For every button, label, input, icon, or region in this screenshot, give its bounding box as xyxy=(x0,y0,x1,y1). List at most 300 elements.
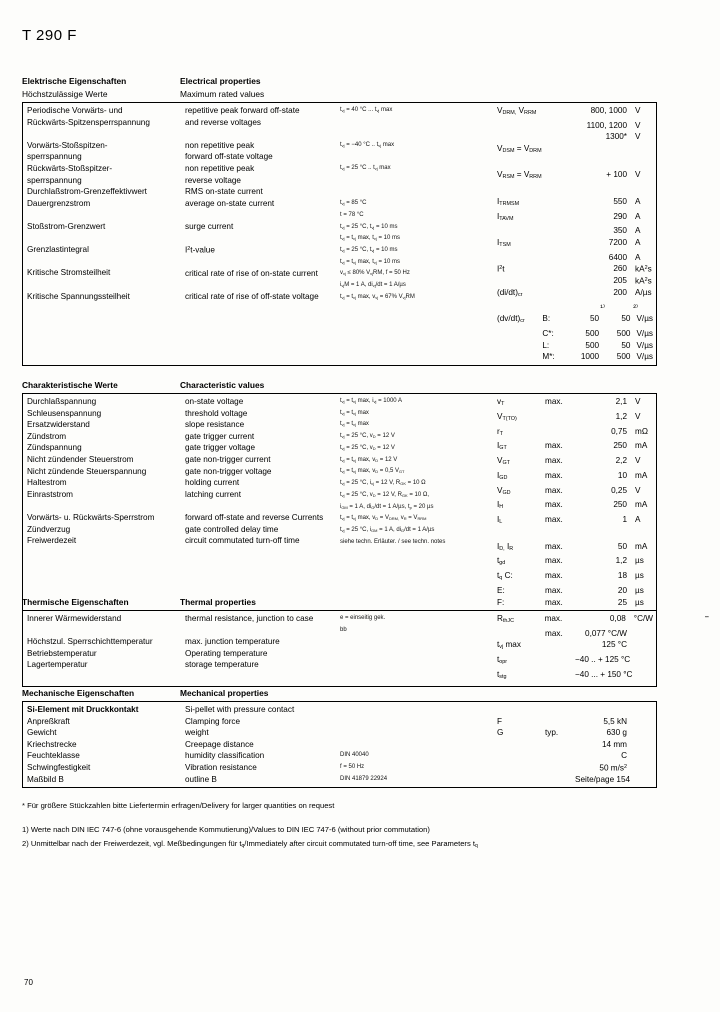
value-unit xyxy=(632,704,653,716)
section-heading xyxy=(22,688,655,701)
value-unit: A xyxy=(635,252,641,262)
value-qualifier: L: xyxy=(542,340,550,350)
value-symbol: $I_H$ xyxy=(497,500,504,511)
value-unit: V xyxy=(635,456,641,466)
value-row xyxy=(497,426,653,441)
property-line: Anpreßkraft xyxy=(27,716,70,726)
value-row xyxy=(497,529,653,541)
value-symbol xyxy=(497,340,542,352)
footnote: 2) Unmittelbar nach der Freiwerdezeit, vgl. Meßbedingungen für $t_q$/Immediately after circuit commutated turn-off time, see Parameters $t_q$ xyxy=(22,839,478,850)
value-number: 260 xyxy=(613,264,627,274)
value-row xyxy=(497,237,653,252)
value-number-2: 50 xyxy=(621,340,631,350)
value-qualifier xyxy=(545,225,575,237)
table-row xyxy=(23,394,657,611)
value-row xyxy=(497,470,653,485)
value-symbol xyxy=(497,184,545,196)
value-number: 7200 xyxy=(608,237,627,247)
value-unit xyxy=(632,762,653,774)
property-line xyxy=(340,175,490,187)
property-line: sperrspannung xyxy=(27,175,82,185)
property-line: Betriebstemperatur xyxy=(27,648,97,658)
property-line xyxy=(27,500,178,512)
property-line xyxy=(27,256,178,268)
property-line xyxy=(185,625,333,637)
property-line: latching current xyxy=(185,489,241,499)
property-line: Innerer Wärmewiderstand xyxy=(27,614,122,623)
value-row xyxy=(497,541,653,556)
value-row xyxy=(497,287,653,302)
section-heading xyxy=(22,76,655,89)
property-line xyxy=(340,152,490,164)
value-row xyxy=(497,762,653,774)
property-line: Grenzlastintegral xyxy=(27,245,89,255)
property-line: Creepage distance xyxy=(185,739,254,749)
value-qualifier xyxy=(545,669,575,684)
value-row xyxy=(497,499,653,514)
section-heading-de: Elektrische Eigenschaften xyxy=(22,76,127,86)
property-line: $t_{vj} = 25$ °C .. $t_{vj}$ max xyxy=(340,165,391,172)
value-symbol: $V_{DSM} = V_{DRM}$ xyxy=(497,143,542,155)
value-row xyxy=(497,514,653,529)
value-symbol: $I_{GT}$ xyxy=(497,441,507,452)
value-unit: V xyxy=(635,397,641,406)
value-row xyxy=(497,396,653,411)
value-row xyxy=(497,570,653,585)
value-qualifier xyxy=(545,158,575,170)
value-symbol: $t_{stg}$ xyxy=(497,669,507,681)
column-english xyxy=(181,394,336,611)
value-unit: A/µs xyxy=(635,287,652,297)
property-line: Maßbild B xyxy=(27,774,64,784)
value-qualifier xyxy=(545,275,575,287)
property-line: $t_{vj} = t_{vj}$ max, $v_D = 12$ V xyxy=(340,456,398,463)
value-qualifier: max. xyxy=(545,485,563,495)
column-conditions xyxy=(336,394,493,611)
property-line: Nicht zündende Steuerspannung xyxy=(27,466,147,476)
value-number xyxy=(575,704,632,716)
value-qualifier: max. xyxy=(545,470,563,480)
value-number: 14 mm xyxy=(601,739,627,749)
section-heading-de: Mechanische Eigenschaften xyxy=(22,688,135,698)
property-line: weight xyxy=(185,728,209,738)
value-number: 250 xyxy=(613,441,627,451)
value-symbol: G xyxy=(497,728,504,738)
value-row xyxy=(497,340,653,352)
property-line: $i_{GM} = 1$ A, $di_G/dt = 1$ A/µs, $t_p = 20$ µs xyxy=(340,503,434,510)
value-qualifier: max. xyxy=(545,456,563,466)
property-line: Operating temperature xyxy=(185,648,268,658)
value-unit xyxy=(632,639,653,654)
property-line: forward off-state voltage xyxy=(185,152,273,162)
value-number: 1000 xyxy=(580,352,600,362)
property-line: Vorwärts-Stoßspitzen- xyxy=(27,140,108,150)
property-line: Si-Element mit Druckkontakt xyxy=(27,705,139,714)
property-line: Lagertemperatur xyxy=(27,660,88,670)
property-line: $I^2t$-value xyxy=(185,245,215,255)
value-row xyxy=(497,654,653,669)
property-line: Schleusenspannung xyxy=(27,408,102,418)
value-row xyxy=(497,585,653,597)
value-row xyxy=(497,211,653,226)
column-english xyxy=(181,611,336,687)
property-line: bb xyxy=(340,626,347,633)
value-qualifier: max. xyxy=(545,585,563,595)
value-number-2: 500 xyxy=(616,329,631,339)
property-line: Kritische Stromsteilheit xyxy=(27,268,111,278)
value-unit xyxy=(632,669,653,684)
property-line: $t_{vj} = 85$ °C xyxy=(340,200,367,207)
value-unit xyxy=(632,654,653,669)
value-number: 50 xyxy=(617,541,627,551)
value-unit xyxy=(632,184,653,196)
value-row xyxy=(497,774,653,786)
value-row xyxy=(497,275,653,287)
value-row xyxy=(497,105,653,120)
value-number: C xyxy=(621,751,627,761)
value-number: 1100, 1200 xyxy=(586,120,627,130)
value-qualifier xyxy=(545,716,575,728)
property-line: $t_{vj} = 25$ °C, $v_D = 12$ V xyxy=(340,445,395,452)
property-line: Rückwärts-Stoßspitzer- xyxy=(27,163,113,173)
value-unit: A xyxy=(635,226,641,236)
side-mark: -- xyxy=(704,612,708,621)
value-unit: mA xyxy=(635,441,648,451)
value-row xyxy=(497,716,653,728)
value-number-2: 50 xyxy=(621,314,631,324)
value-qualifier xyxy=(545,131,575,143)
value-row xyxy=(497,328,653,340)
value-qualifier xyxy=(545,143,575,158)
property-line: Zündspannung xyxy=(27,443,82,453)
value-symbol: $R_{thJC}$ xyxy=(497,614,515,625)
value-unit xyxy=(632,727,653,739)
page-number: 70 xyxy=(24,978,33,987)
value-unit: mA xyxy=(635,500,648,510)
value-unit: µs xyxy=(635,597,644,607)
value-qualifier: max. xyxy=(545,500,563,510)
value-number: 0,08 xyxy=(609,614,626,623)
value-row xyxy=(497,440,653,455)
value-symbol xyxy=(497,275,545,287)
value-unit: $kA^2s$ xyxy=(635,276,652,286)
value-row xyxy=(497,143,653,158)
property-line: $t_{vj} = t_{vj}$ max, $v_{vj} = 67\%$ $V_{vj}RM$ xyxy=(340,294,415,301)
value-symbol xyxy=(497,225,545,237)
property-line: $t_{vj} = t_{vj}$ max, $t_{vj} = 10$ ms xyxy=(340,235,400,242)
property-line: $t_{vj} = t_{vj}$ max, $v_D = 0,5$ $V_{GT}$ xyxy=(340,468,405,475)
value-row xyxy=(497,225,653,237)
value-unit xyxy=(632,716,653,728)
property-line xyxy=(27,625,178,637)
value-symbol: $I_L$ xyxy=(497,515,503,526)
property-line: $i_{vj}M = 1$ A, $di_{vj}/dt = 1$ A/µs xyxy=(340,282,406,289)
value-qualifier xyxy=(545,774,575,786)
value-symbol xyxy=(497,158,545,170)
property-line: Periodische Vorwärts- und xyxy=(27,106,123,115)
property-line: $t_{vj} = 25$ °C, $v_D = 12$ V xyxy=(340,433,395,440)
value-unit: A xyxy=(635,211,641,221)
value-symbol: $I^2t$ xyxy=(497,264,505,274)
value-number: 2,2 xyxy=(615,456,627,466)
property-line xyxy=(185,233,333,245)
property-line: gate trigger current xyxy=(185,431,255,441)
value-qualifier xyxy=(545,411,575,426)
value-number: Seite/page 154 xyxy=(575,774,631,784)
section-heading-de: Charakteristische Werte xyxy=(22,380,118,390)
property-line: max. junction temperature xyxy=(185,637,280,647)
property-line: holding current xyxy=(185,478,240,488)
value-number: 1,2 xyxy=(615,411,627,421)
property-line: Vorwärts- u. Rückwärts-Sperrstrom xyxy=(27,512,155,522)
property-line: Ersatzwiderstand xyxy=(27,420,90,430)
property-line: $t_{vj} = 25$ °C, $t_{vj} = 10$ ms xyxy=(340,223,398,230)
value-number: 50 $m/s^2$ xyxy=(599,763,627,773)
column-values xyxy=(493,611,657,687)
value-unit: V xyxy=(635,485,641,495)
value-symbol: $V_{GT}$ xyxy=(497,456,510,467)
section-electrical xyxy=(22,76,655,366)
section-characteristic xyxy=(22,380,655,611)
value-row xyxy=(497,727,653,739)
value-unit: V/µs xyxy=(636,329,654,339)
value-symbol: $V_{RSM} = V_{RRM}$ xyxy=(497,170,542,181)
value-number: ¹⁾ xyxy=(600,302,605,312)
value-number: 6400 xyxy=(608,252,627,262)
value-number: 2,1 xyxy=(615,397,627,406)
value-qualifier xyxy=(545,704,575,716)
value-qualifier: max. xyxy=(545,515,563,525)
property-line: $v_{vj} \le 80\%$ $V_{vj}RM$, f = 50 Hz xyxy=(340,270,410,277)
value-row xyxy=(497,263,653,275)
value-number: 1300* xyxy=(605,132,627,142)
value-qualifier xyxy=(545,252,575,264)
value-row xyxy=(497,252,653,264)
value-number xyxy=(575,158,632,170)
value-qualifier xyxy=(545,211,575,226)
value-number: 205 xyxy=(613,276,627,286)
section-heading-en: Mechanical properties xyxy=(180,688,269,698)
property-line: Einraststrom xyxy=(27,489,73,499)
property-line: Zündverzug xyxy=(27,524,71,534)
value-number-2: 500 xyxy=(616,352,631,362)
value-qualifier xyxy=(545,196,575,211)
value-unit: V xyxy=(635,411,641,421)
property-line: circuit commutated turn-off time xyxy=(185,536,300,546)
property-line: Dauergrenzstrom xyxy=(27,198,91,208)
value-row xyxy=(497,739,653,751)
value-number: 18 xyxy=(617,571,627,581)
value-qualifier xyxy=(545,105,575,120)
column-german xyxy=(23,702,182,788)
value-qualifier: typ. xyxy=(545,728,559,738)
property-line: Clamping force xyxy=(185,716,241,726)
value-symbol: $I_{TSM}$ xyxy=(497,237,511,249)
value-number: 1,2 xyxy=(615,556,627,566)
value-row xyxy=(497,411,653,426)
value-qualifier xyxy=(545,302,575,314)
value-symbol xyxy=(497,704,545,716)
value-symbol: $t_{vj}$ max xyxy=(497,640,521,651)
property-line xyxy=(340,659,490,671)
value-unit xyxy=(632,529,653,541)
property-line: $t_{vj} = 25$ °C, $i_{vj} = 12$ V, $R_{GK} = 10$ Ω xyxy=(340,480,426,487)
column-german xyxy=(23,103,182,366)
column-german xyxy=(23,394,182,611)
value-qualifier: max. xyxy=(545,628,563,638)
value-row xyxy=(497,302,653,314)
property-line xyxy=(185,279,333,291)
property-line: humidity classification xyxy=(185,751,265,761)
value-number: 0,75 xyxy=(611,426,627,436)
property-line: reverse voltage xyxy=(185,175,241,185)
property-line: non repetitive peak xyxy=(185,163,255,173)
property-line: on-state voltage xyxy=(185,397,244,406)
property-line: Kriechstrecke xyxy=(27,739,77,749)
property-line xyxy=(340,117,490,129)
value-symbol: $I_{D,}$ $I_R$ xyxy=(497,541,514,552)
value-qualifier xyxy=(545,120,575,132)
value-row xyxy=(497,196,653,211)
property-line: gate non-trigger current xyxy=(185,454,271,464)
value-number: 1 xyxy=(622,515,627,525)
column-english xyxy=(181,702,336,788)
value-number: 5,5 kN xyxy=(603,716,627,726)
property-line xyxy=(340,128,490,140)
value-qualifier xyxy=(545,237,575,252)
section-thermal xyxy=(22,597,655,687)
property-line xyxy=(185,500,333,512)
property-line: $t_{vj} = -40$ °C .. $t_{vj}$ max xyxy=(340,142,395,149)
value-symbol: $r_T$ xyxy=(497,426,504,437)
value-row xyxy=(497,313,653,328)
property-line: Durchlaßstrom-Grenzeffektivwert xyxy=(27,187,147,197)
property-line: Nicht zündender Steuerstrom xyxy=(27,454,134,464)
table-row xyxy=(23,702,657,788)
value-symbol: $V_{T(TO)}$ xyxy=(497,411,517,422)
value-row xyxy=(497,158,653,170)
value-number: 200 xyxy=(613,287,627,297)
value-row xyxy=(497,351,653,363)
value-number: 50 xyxy=(589,314,600,324)
section-heading-en: Characteristic values xyxy=(180,380,265,390)
property-line xyxy=(340,739,490,751)
value-symbol xyxy=(497,120,545,132)
value-row xyxy=(497,120,653,132)
value-qualifier xyxy=(545,739,575,751)
value-qualifier xyxy=(545,762,575,774)
property-line xyxy=(340,704,490,716)
value-unit: mA xyxy=(635,470,648,480)
value-unit xyxy=(632,628,653,640)
properties-table xyxy=(22,102,657,366)
column-conditions xyxy=(336,611,493,687)
property-line xyxy=(27,128,178,140)
value-unit: A xyxy=(635,237,641,247)
column-german xyxy=(23,611,182,687)
footnote: * Für größere Stückzahlen bitte Liefertermin erfragen/Delivery for larger quantities on request xyxy=(22,801,335,810)
property-line: gate controlled delay time xyxy=(185,524,279,534)
value-number: 500 xyxy=(585,329,600,339)
property-line: RMS on-state current xyxy=(185,187,263,197)
property-line: Haltestrom xyxy=(27,478,67,488)
value-symbol xyxy=(497,252,545,264)
properties-table xyxy=(22,701,657,788)
value-qualifier: max. xyxy=(545,597,563,607)
value-qualifier: max. xyxy=(544,614,563,623)
column-english xyxy=(181,103,336,366)
property-line: critical rate of rise of off-state voltage xyxy=(185,291,319,301)
section-heading xyxy=(22,597,655,610)
property-line: outline B xyxy=(185,774,217,784)
value-symbol xyxy=(497,774,545,786)
property-line: gate trigger voltage xyxy=(185,443,256,453)
property-line xyxy=(185,128,333,140)
value-number: 25 xyxy=(617,597,627,607)
value-row xyxy=(497,669,653,684)
value-unit: V/µs xyxy=(636,352,654,362)
property-line: slope resistance xyxy=(185,420,245,430)
value-qualifier: M*: xyxy=(542,352,555,362)
value-number xyxy=(575,529,632,541)
column-values xyxy=(493,702,657,788)
property-line xyxy=(340,727,490,739)
value-qualifier xyxy=(545,426,575,441)
value-symbol: $t_{gd}$ xyxy=(497,556,506,567)
value-number: 350 xyxy=(613,226,627,236)
value-qualifier: max. xyxy=(545,441,563,451)
value-unit: µs xyxy=(635,585,644,595)
property-line: f = 50 Hz xyxy=(340,763,365,770)
value-row xyxy=(497,704,653,716)
property-line: DIN 40040 xyxy=(340,752,369,759)
value-symbol: $I_{TRMSM}$ xyxy=(497,196,520,207)
value-qualifier xyxy=(545,184,575,196)
value-number: 250 xyxy=(613,500,627,510)
properties-table xyxy=(22,393,657,611)
value-qualifier xyxy=(545,529,575,541)
value-number: 20 xyxy=(617,585,627,595)
value-row xyxy=(497,455,653,470)
value-symbol: $v_T$ xyxy=(497,397,505,408)
value-unit: V/µs xyxy=(636,340,654,350)
property-line: $t_{vj} = t_{vj}$ max, $i_{vj} = 1000$ A xyxy=(340,398,402,405)
value-unit: A xyxy=(635,196,641,206)
value-number: 500 xyxy=(585,340,600,350)
value-qualifier: B: xyxy=(542,314,551,324)
property-line: $t_{vj} = t_{vj}$ max xyxy=(340,409,369,416)
property-line xyxy=(27,233,178,245)
value-qualifier xyxy=(545,639,575,654)
value-qualifier: max. xyxy=(545,571,563,581)
value-symbol: $(di/dt)_{cr}$ xyxy=(497,287,523,299)
property-line: Durchlaßspannung xyxy=(27,397,97,406)
property-line: threshold voltage xyxy=(185,408,248,418)
value-unit: V xyxy=(635,170,641,180)
property-line: $t_{vj} = 25$ °C, $t_{vj} = 10$ ms xyxy=(340,247,398,254)
value-symbol: $I_{TAVM}$ xyxy=(497,211,514,222)
table-row xyxy=(23,611,657,687)
table-row xyxy=(23,103,657,366)
property-line: $t_{vj} = t_{vj}$ max, $t_{vj} = 10$ ms xyxy=(340,258,400,265)
value-symbol: $V_{GD}$ xyxy=(497,485,511,496)
property-line: non repetitive peak xyxy=(185,140,255,150)
property-line: Höchstzul. Sperrschichttemperatur xyxy=(27,637,153,647)
value-number: 630 g xyxy=(606,728,627,738)
value-symbol: $I_{GD}$ xyxy=(497,470,508,482)
value-symbol: $t_q$ C: xyxy=(497,571,513,582)
value-number: 800, 1000 xyxy=(590,106,627,115)
